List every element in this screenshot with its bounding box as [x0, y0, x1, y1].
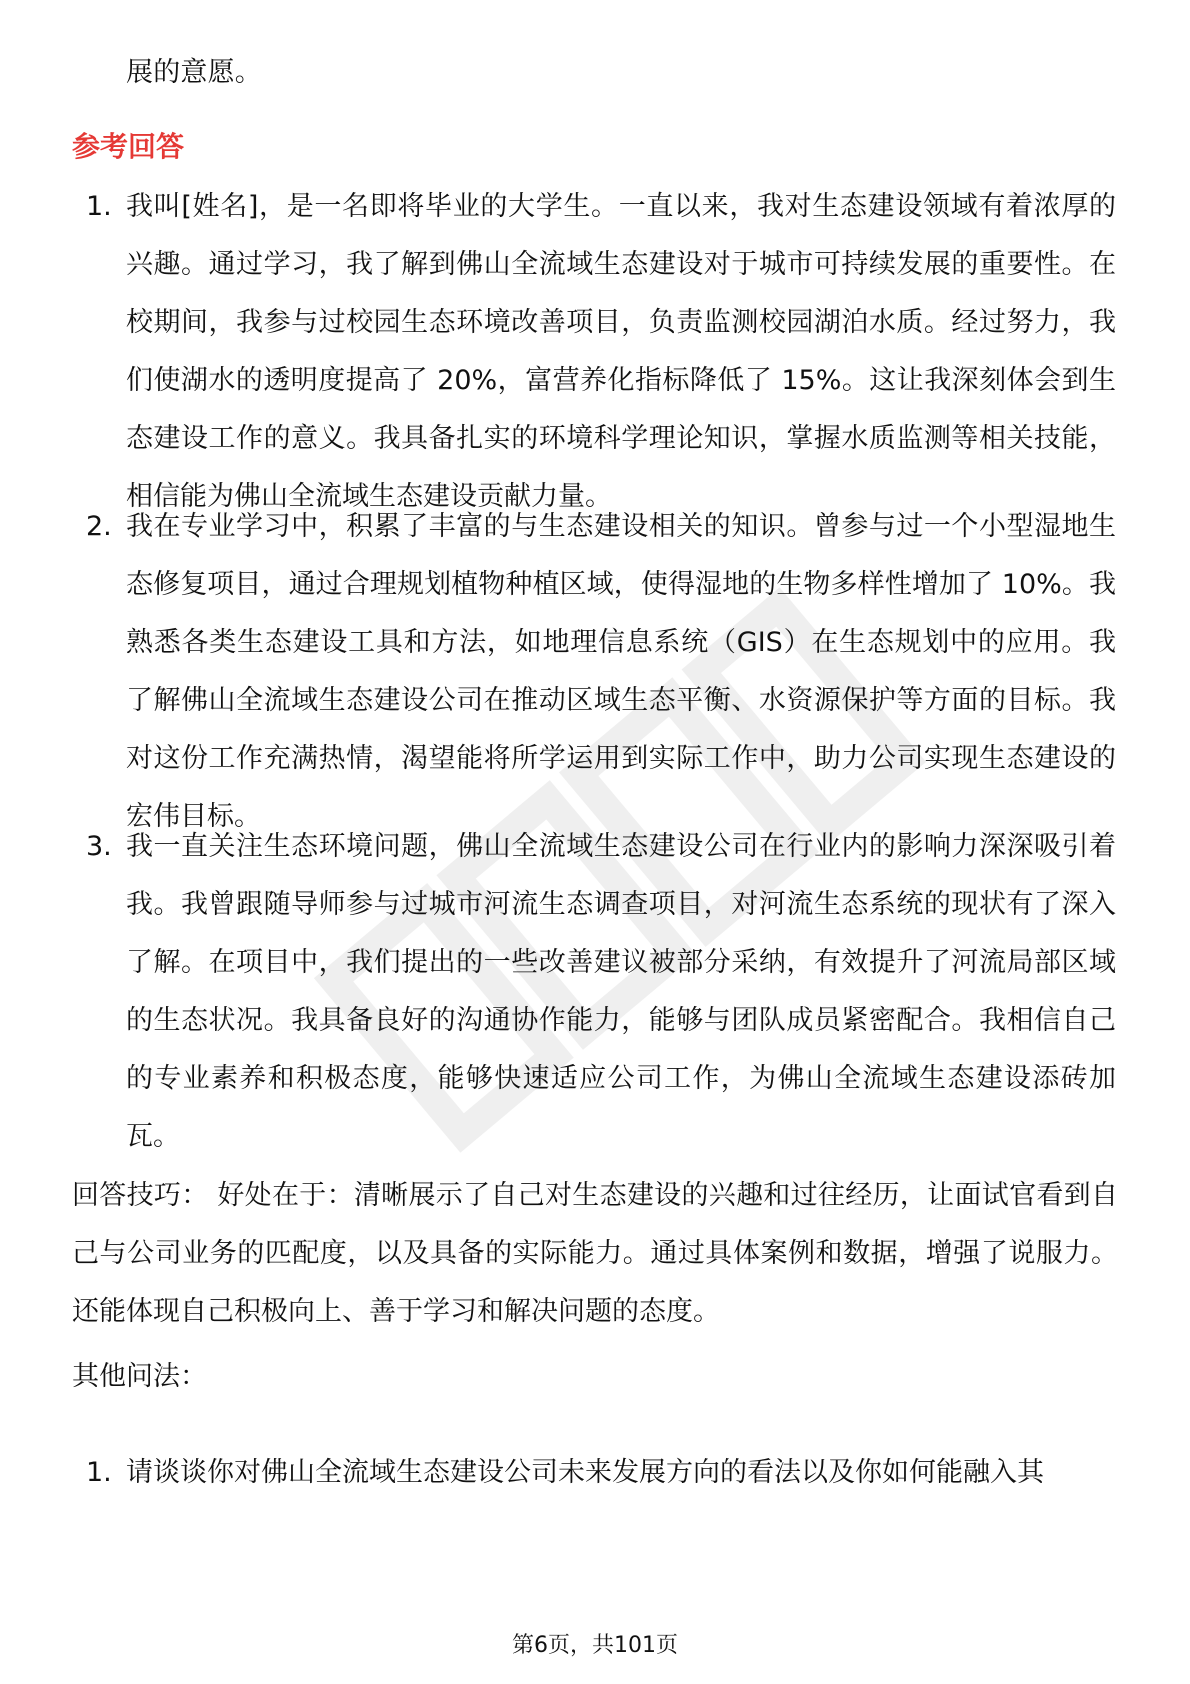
- list-item-number: 3.: [86, 831, 112, 862]
- reference-answer-heading: 参考回答: [72, 130, 185, 163]
- page-footer: 第6页，共101页: [512, 1633, 678, 1658]
- list-item-text: 我叫[姓名]，是一名即将毕业的大学生。一直以来，我对生态建设领域有着浓厚的兴趣。通过学习，我了解到佛山全流域生态建设对于城市可持续发展的重要性。在校期间，我参与过校园生态环境改善项目，负责监测校园湖泊水质。经过努力，我们使湖水的透明度提高了 20%，富营养化指标降低了 15%。这让我深刻体会到生态建设工作的意义。我具备扎实的环境科学理论知识，掌握水质监测等相关技能，相信能为佛山全流域生态建设贡献力量。: [126, 191, 1116, 512]
- list-item-text: 我在专业学习中，积累了丰富的与生态建设相关的知识。曾参与过一个小型湿地生态修复项目，通过合理规划植物种植区域，使得湿地的生物多样性增加了 10%。我熟悉各类生态建设工具和方法，如地理信息系统（GIS）在生态规划中的应用。我了解佛山全流域生态建设公司在推动区域生态平衡、水资源保护等方面的目标。我对这份工作充满热情，渴望能将所学运用到实际工作中，助力公司实现生态建设的宏伟目标。: [126, 511, 1116, 832]
- other-questions-heading: 其他问法：: [72, 1361, 207, 1392]
- list-item-text: 请谈谈你对佛山全流域生态建设公司未来发展方向的看法以及你如何能融入其: [126, 1457, 1044, 1488]
- continuation-text: 展的意愿。: [126, 57, 262, 88]
- list-item-number: 2.: [86, 511, 112, 542]
- list-item-number: 1.: [86, 191, 112, 222]
- list-item-text: 我一直关注生态环境问题，佛山全流域生态建设公司在行业内的影响力深深吸引着我。我曾跟随导师参与过城市河流生态调查项目，对河流生态系统的现状有了深入了解。在项目中，我们提出的一些改善建议被部分采纳，有效提升了河流局部区域的生态状况。我具备良好的沟通协作能力，能够与团队成员紧密配合。我相信自己的专业素养和积极态度，能够快速适应公司工作，为佛山全流域生态建设添砖加瓦。: [126, 831, 1116, 1152]
- list-item-number: 1.: [86, 1457, 112, 1488]
- answer-tips-paragraph: 回答技巧： 好处在于：清晰展示了自己对生态建设的兴趣和过往经历，让面试官看到自己与公司业务的匹配度，以及具备的实际能力。通过具体案例和数据，增强了说服力。还能体现自己积极向上、善于学习和解决问题的态度。: [72, 1180, 1118, 1327]
